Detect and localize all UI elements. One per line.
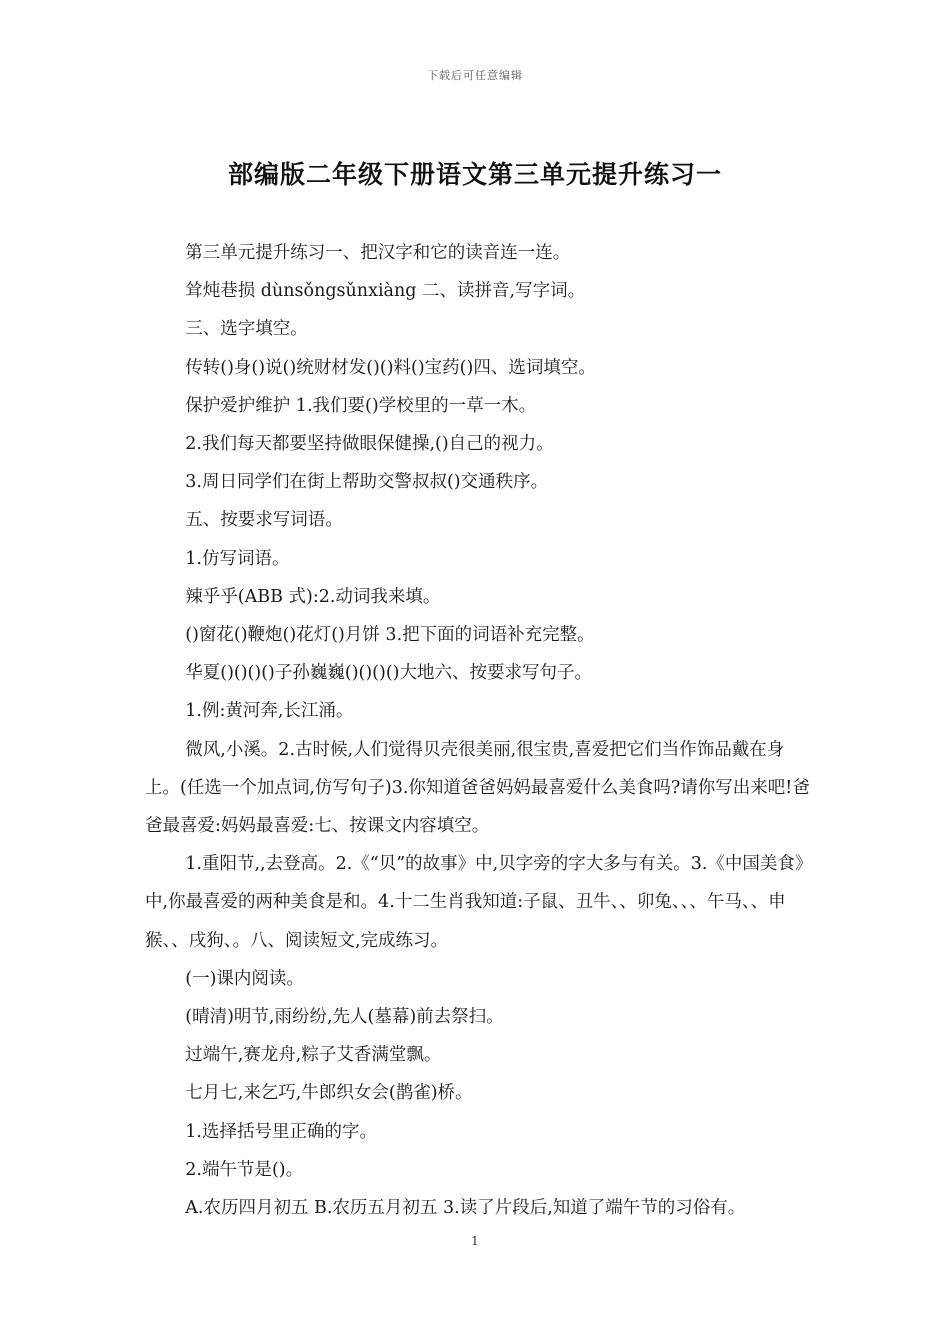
paragraph: 2.我们每天都要坚持做眼保健操,()自己的视力。 [185,434,554,455]
paragraph: 保护爱护维护 1.我们要()学校里的一草一木。 [185,395,537,416]
paragraph: 1.仿写词语。 [185,548,290,569]
paragraph: 过端午,赛龙舟,粽子艾香满堂飘。 [185,1045,442,1066]
paragraph: ()窗花()鞭炮()花灯()月饼 3.把下面的词语补充完整。 [185,625,595,646]
paragraph: 1.例:黄河奔,长江涌。 [185,701,354,722]
paragraph: 微风,小溪。2.古时候,人们觉得贝壳很美丽,很宝贵,喜爱把它们当作饰品戴在身上。(任选一个加点词,仿写句子)3.你知道爸爸妈妈最喜爱什么美食吗?请你写出来吧!爸爸最喜爱:妈妈最喜爱:七、按课文内容填空。 [145,739,810,837]
paragraph: 三、选字填空。 [185,319,308,340]
paragraph: 五、按要求写词语。 [185,510,343,531]
paragraph: 传转()身()说()统财材发()()料()宝药()四、选词填空。 [185,357,596,378]
paragraph: (晴清)明节,雨纷纷,先人(墓幕)前去祭扫。 [185,1007,504,1028]
paragraph: (一)课内阅读。 [185,968,304,989]
paragraph: 七月七,来乞巧,牛郎织女会(鹊雀)桥。 [185,1083,473,1104]
paragraph: 1.重阳节,,去登高。2.《“贝”的故事》中,贝字旁的字大多与有关。3.《中国美食》中,你最喜爱的两种美食是和。4.十二生肖我知道:子鼠、丑牛、、卯兔、、、午马、、申猴、、戌狗、。八、阅读短文,完成练习。 [145,854,813,951]
paragraph: 耸炖巷损 dùnsǒngsǔnxiàng 二、读拼音,写字词。 [185,281,586,302]
paragraph: 第三单元提升练习一、把汉字和它的读音连一连。 [185,243,571,263]
paragraph: 华夏()()()()子孙巍巍()()()()大地六、按要求写句子。 [185,663,592,684]
page-number: 1 [471,1234,479,1248]
paragraph: 3.周日同学们在街上帮助交警叔叔()交通秩序。 [185,472,549,493]
document-body [145,234,813,1227]
paragraph: 辣乎乎(ABB 式):2.动词我来填。 [185,586,441,607]
paragraph: A.农历四月初五 B.农历五月初五 3.读了片段后,知道了端午节的习俗有。 [185,1198,746,1219]
paragraph: 1.选择括号里正确的字。 [185,1121,377,1142]
header-note: 下载后可任意编辑 [427,69,523,82]
document-title: 部编版二年级下册语文第三单元提升练习一 [227,160,722,189]
paragraph: 2.端午节是()。 [185,1159,304,1180]
